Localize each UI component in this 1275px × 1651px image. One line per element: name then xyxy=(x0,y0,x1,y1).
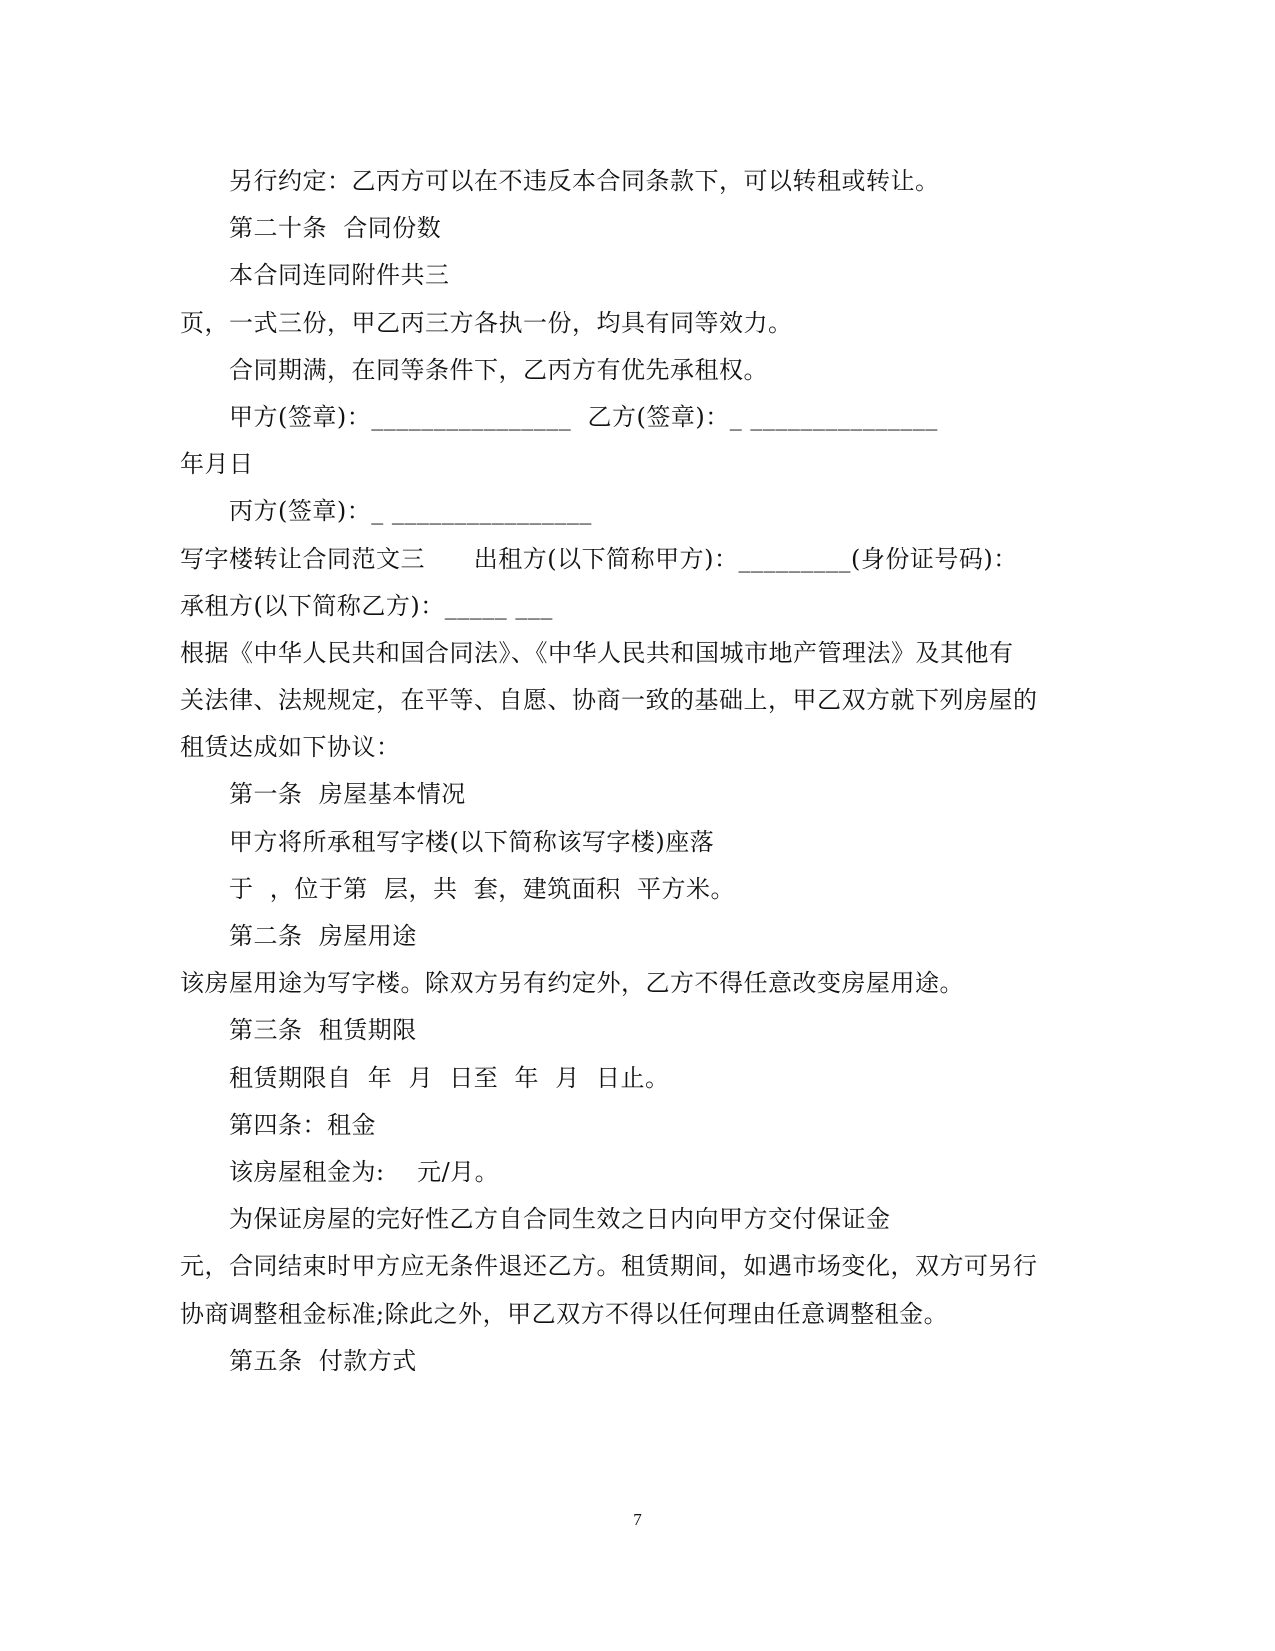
text-line: 根据《中华人民共和国合同法》、《中华人民共和国城市地产管理法》及其他有 xyxy=(180,638,1014,667)
text-line: 该房屋租金为: 元/月。 xyxy=(229,1157,500,1186)
article-heading: 第二十条 合同份数 xyxy=(229,214,442,243)
text-line: 元，合同结束时甲方应无条件退还乙方。租赁期间，如遇市场变化，双方可另行 xyxy=(180,1252,1038,1281)
article-heading: 第二条 房屋用途 xyxy=(229,922,417,950)
article-heading: 第四条：租金 xyxy=(229,1110,376,1139)
text-line: 为保证房屋的完好性乙方自合同生效之日内向甲方交付保证金 xyxy=(229,1205,891,1234)
text-line: 关法律、法规规定，在平等、自愿、协商一致的基础上，甲乙双方就下列房屋的 xyxy=(180,686,1038,715)
text-line: 页，一式三份，甲乙丙三方各执一份，均具有同等效力。 xyxy=(180,308,793,337)
text-line: 甲方将所承租写字楼(以下简称该写字楼)座落 xyxy=(229,827,715,856)
text-line: 另行约定：乙丙方可以在不违反本合同条款下，可以转租或转让。 xyxy=(229,167,940,195)
date-line: 年月日 xyxy=(180,450,254,479)
signature-line: 丙方(签章)：_ ________________ xyxy=(229,497,592,526)
signature-line: 甲方(签章)：________________ 乙方(签章)：_ _______________ xyxy=(229,402,938,431)
section-title-line: 写字楼转让合同范文三 出租方(以下简称甲方)：_________(身份证号码)： xyxy=(180,544,1018,573)
text-line: 合同期满，在同等条件下，乙丙方有优先承租权。 xyxy=(229,355,768,384)
text-line: 于 ，位于第 层，共 套，建筑面积 平方米。 xyxy=(229,874,736,903)
text-line: 该房屋用途为写字楼。除双方另有约定外，乙方不得任意改变房屋用途。 xyxy=(180,969,964,998)
text-line: 租赁达成如下协议： xyxy=(180,733,401,762)
text-line: 租赁期限自 年 月 日至 年 月 日止。 xyxy=(229,1063,670,1092)
article-heading: 第一条 房屋基本情况 xyxy=(229,780,466,809)
page-number: 7 xyxy=(633,1510,642,1529)
text-line: 协商调整租金标准;除此之外，甲乙双方不得以任何理由任意调整租金。 xyxy=(180,1299,949,1328)
text-line: 本合同连同附件共三 xyxy=(229,261,450,290)
document-body xyxy=(180,158,1080,1385)
article-heading: 第五条 付款方式 xyxy=(229,1346,417,1375)
text-line: 承租方(以下简称乙方)：_____ ___ xyxy=(180,591,553,620)
article-heading: 第三条 租赁期限 xyxy=(229,1016,417,1045)
